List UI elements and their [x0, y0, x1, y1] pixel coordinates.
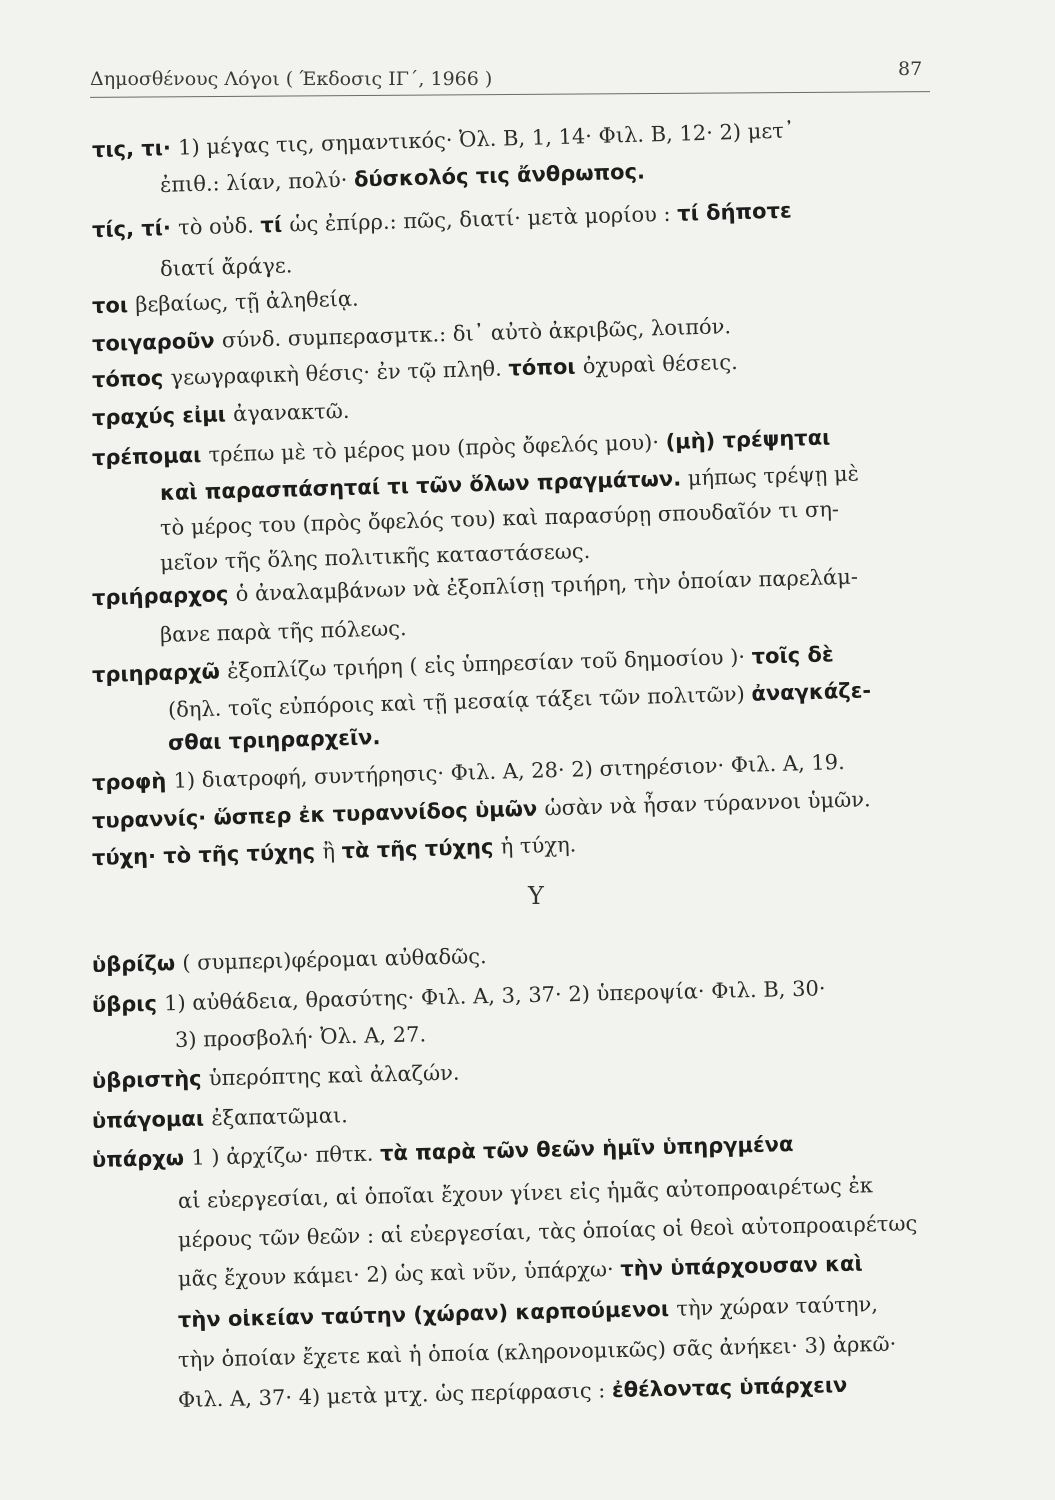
entry-headword: ὑβρίζω	[91, 950, 183, 977]
entry-text: (δηλ. τοῖς εὐπόροις καὶ τῇ μεσαίᾳ τάξει τῶν πολιτῶν)	[167, 681, 752, 722]
entry-text: τρέπω μὲ τὸ μέρος μου (πρὸς ὄφελός μου)·	[208, 429, 666, 467]
entry-line	[160, 158, 646, 198]
entry-line	[178, 1172, 873, 1214]
section-letter: Υ	[528, 882, 544, 910]
entry-text: ἐξαπατῶμαι.	[211, 1103, 349, 1131]
entry-headword: ἐθέλοντας ὑπάρχειν	[611, 1372, 848, 1403]
entry-headword: ὑπάγομαι	[91, 1106, 212, 1133]
entry-line	[92, 975, 826, 1018]
entry-line	[178, 1291, 879, 1333]
entry-line	[168, 724, 381, 756]
entry-text: ὡς ἐπίρρ.: πῶς, διατί· μετὰ μορίου :	[289, 201, 678, 237]
entry-line	[92, 197, 792, 243]
entry-line	[160, 615, 407, 648]
entry-headword: καὶ παρασπάσηταί τι τῶν ὅλων πραγμάτων.	[159, 466, 682, 505]
entry-text: 3) προσβολή· Ὀλ. Α, 27.	[174, 1022, 427, 1052]
entry-headword: τροφὴ	[91, 768, 174, 795]
entry-headword: ἀναγκάζε-	[751, 678, 872, 706]
entry-text: αἱ εὐεργεσίαι, αἱ ὁποῖαι ἔχουν γίνει εἰς ἡμᾶς αὐτοπροαιρέτως ἐκ	[177, 1173, 874, 1213]
entry-text: ἢ	[322, 839, 342, 864]
entry-line	[160, 538, 591, 576]
entry-text: μήπως τρέψῃ μὲ	[680, 461, 860, 491]
entry-text: 1) αὐθάδεια, θρασύτης· Φιλ. Α, 3, 37· 2) ὑπεροψία· Φιλ. Β, 30·	[163, 976, 826, 1016]
entry-text: σύνδ. συμπερασμτκ.: δι᾽ αὐτὸ ἀκριβῶς, λοιπόν.	[221, 314, 732, 353]
entry-text: μᾶς ἔχουν κάμει· 2) ὡς καὶ νῦν, ὑπάρχω·	[177, 1256, 621, 1291]
entry-headword: τυραννίς· ὥσπερ ἐκ τυραννίδος ὑμῶν	[91, 796, 545, 833]
entry-text: τὸ οὐδ.	[177, 213, 261, 240]
entry-headword: τίς, τί·	[91, 215, 179, 242]
entry-headword: τὴν ὑπάρχουσαν καὶ	[620, 1251, 863, 1281]
entry-line	[160, 252, 293, 282]
entry-text: βεβαίως, τῇ ἀληθείᾳ.	[134, 286, 359, 317]
entry-headword: τριήραρχος	[91, 581, 237, 610]
entry-line	[92, 1060, 460, 1094]
entry-text: Φιλ. Α, 37· 4) μετὰ μτχ. ὡς περίφρασις :	[177, 1378, 613, 1412]
entry-text: 1) διατροφή, συντήρησις· Φιλ. Α, 28· 2) σιτηρέσιον· Φιλ. Α, 19.	[173, 749, 846, 793]
entry-headword: τὰ παρὰ τῶν θεῶν ἡμῖν ὑπηργμένα	[379, 1132, 794, 1166]
entry-text: γεωγραφικὴ θέσις· ἐν τῷ πληθ.	[170, 356, 509, 390]
entry-text: ἐπιθ.: λίαν, πολύ·	[159, 167, 355, 197]
entry-headword: τοῖς δὲ	[751, 642, 834, 669]
page-number: 87	[898, 58, 923, 80]
entry-headword: τρέπομαι	[91, 442, 209, 470]
entry-line	[92, 943, 487, 978]
entry-text: ἡ τύχη.	[500, 832, 577, 859]
entry-line	[92, 117, 795, 163]
entry-line	[92, 1102, 348, 1134]
entry-text: ( συμπερι)φέρομαι αὐθαδῶς.	[182, 944, 487, 975]
entry-line	[92, 349, 738, 393]
entry-line	[178, 1250, 863, 1292]
entry-text: ὡσὰν νὰ ἦσαν τύραννοι ὑμῶν.	[544, 787, 871, 821]
entry-headword: τόποι	[508, 354, 584, 381]
entry-line	[178, 1210, 918, 1253]
entry-line	[168, 677, 872, 723]
entry-line	[92, 749, 845, 796]
entry-headword: σθαι τριηραρχεῖν.	[167, 725, 381, 755]
entry-line	[175, 1021, 427, 1053]
entry-text: τὴν ὁποίαν ἔχετε καὶ ἡ ὁποία (κληρονομικῶς) σᾶς ἀνήκει· 3) ἀρκῶ·	[177, 1331, 897, 1372]
entry-headword: δύσκολός τις ἄνθρωπος.	[353, 159, 646, 192]
entry-headword: τόπος	[91, 365, 171, 392]
entry-line	[92, 786, 871, 834]
entry-headword: τύχη· τὸ τῆς τύχης	[91, 839, 323, 870]
entry-headword: τί δήποτε	[676, 198, 792, 226]
entry-headword: τοιγαροῦν	[91, 328, 223, 356]
entry-headword: τὴν οἰκείαν ταύτην (χώραν) καρπούμενοι	[177, 1296, 677, 1332]
entry-line	[178, 1372, 848, 1413]
entry-text: τὴν χώραν ταύτην,	[676, 1292, 879, 1321]
entry-text: βανε παρὰ τῆς πόλεως.	[159, 616, 407, 647]
entry-text: ὁ ἀναλαμβάνων νὰ ἐξοπλίσῃ τριήρη, τὴν ὁποίαν παρελάμ-	[235, 564, 859, 606]
entry-text: ἀγανακτῶ.	[232, 398, 350, 427]
entry-text: τὸ μέρος του (πρὸς ὄφελός του) καὶ παρασύρῃ σπουδαῖόν τι ση-	[159, 497, 840, 540]
entry-text: ὀχυραὶ θέσεις.	[582, 349, 739, 379]
entry-line	[178, 1331, 897, 1373]
running-title: Δημοσθένους Λόγοι ( Έκδοσις ΙΓ΄, 1966 )	[90, 68, 493, 90]
entry-line	[92, 313, 732, 357]
entry-headword: τὰ τῆς τύχης	[341, 834, 502, 864]
entry-line	[92, 398, 350, 431]
entry-text: μέρους τῶν θεῶν : αἱ εὐεργεσίαι, τὰς ὁποίας οἱ θεοὶ αὐτοπροαιρέτως	[177, 1211, 918, 1252]
entry-headword: (μὴ) τρέψηται	[665, 425, 831, 454]
entry-text: ὑπερόπτης καὶ ἀλαζών.	[208, 1060, 460, 1091]
header-rule	[90, 91, 930, 98]
entry-headword: τοι	[91, 292, 136, 318]
entry-text: διατί ἄράγε.	[159, 253, 293, 281]
entry-text: ἐξοπλίζω τριήρη ( εἰς ὑπηρεσίαν τοῦ δημοσίου )·	[226, 644, 753, 684]
entry-line	[92, 831, 577, 871]
entry-headword: ὑβριστὴς	[91, 1066, 210, 1093]
entry-text: 1 ) ἀρχίζω· πθτκ.	[191, 1141, 381, 1170]
entry-text: μεῖον τῆς ὅλης πολιτικῆς καταστάσεως.	[159, 538, 591, 575]
entry-line	[92, 286, 359, 319]
entry-headword: τί	[260, 212, 290, 238]
entry-line	[92, 1131, 794, 1173]
entry-headword: ὑπάρχω	[91, 1145, 192, 1172]
entry-headword: τριηραρχῶ	[91, 659, 228, 687]
entry-headword: τραχύς εἰμι	[91, 402, 234, 430]
entry-headword: τις, τι·	[91, 135, 179, 162]
entry-text: 1) μέγας τις, σημαντικός· Ὀλ. Β, 1, 14· Φιλ. Β, 12· 2) μετ᾽	[177, 118, 795, 160]
entry-headword: ὕβρις	[91, 991, 165, 1017]
